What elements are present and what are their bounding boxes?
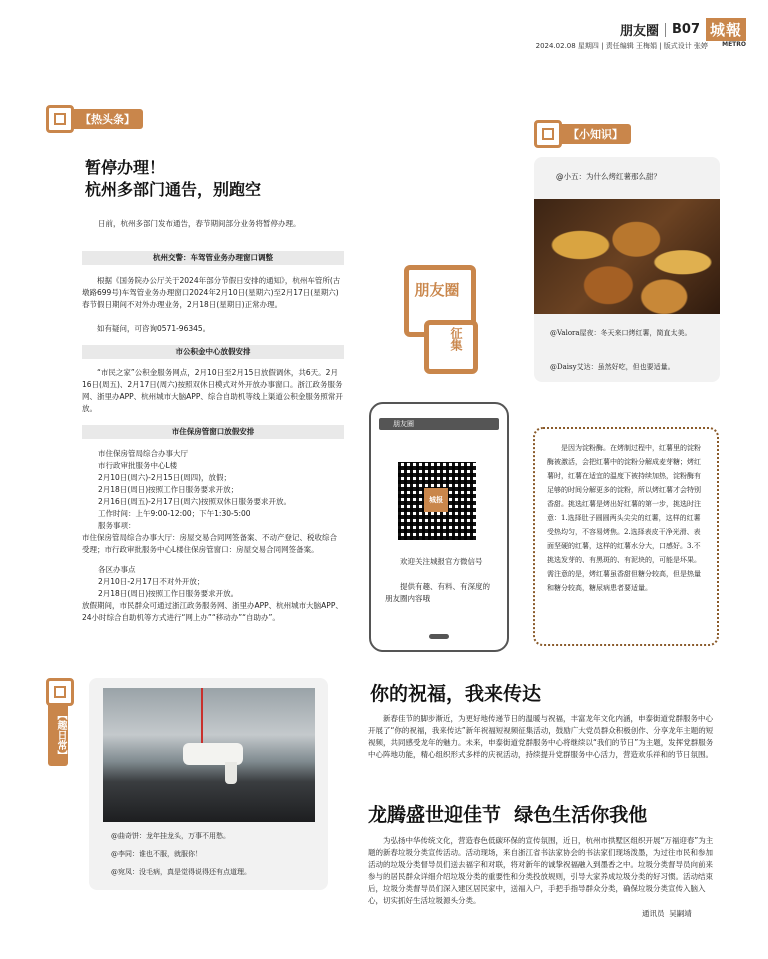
issue-meta: 2024.02.08 星期四 | 责任编辑 王梅娟 | 版式设计 张婷 [535, 42, 708, 50]
fun-comment-3: @宛凤：没毛病，真是觉得说得还有点道理。 [111, 868, 251, 876]
fun-tag [46, 678, 70, 788]
knowledge-tag [534, 120, 631, 148]
housing-line: 2月18日(周日)按照工作日服务要求开放； [98, 485, 239, 494]
housing-line: 工作时间：上午9:00-12:00；下午1:30-5:00 [98, 509, 251, 518]
blessing-headline: 你的祝福，我来传达 [370, 683, 542, 705]
housing-line: 放假期间，市民群众可通过浙江政务服务网、浙里办APP、杭州城市大脑APP、24小时综合自助机等方式进行“网上办”“移动办”“自助办”。 [82, 601, 343, 622]
section-title-traffic: 杭州交警：车驾管业务办理窗口调整 [82, 251, 344, 265]
pyq-logo-sub: 征集 [449, 327, 463, 351]
sweet-potato-photo [534, 199, 720, 314]
housing-line: 服务事项： [98, 521, 136, 530]
housing-line: 2月10日(周六)-2月15日(周四)，放假； [98, 473, 232, 482]
phone-app-bar [379, 418, 499, 430]
green-byline: 通讯员 吴嗣靖 [642, 909, 692, 918]
housing-line: 市住保房管局综合办事大厅：房屋交易合同网签备案、不动产登记、税收综合受理；市行政审批服务中心L楼住保房管窗口：房屋交易合同网签备案。 [82, 533, 337, 554]
green-body: 为弘扬中华传统文化，营造春色低碳环保的宣传氛围，近日，杭州市拱墅区组织开展“万福迎春”为主题的新春垃圾分类宣传活动。活动现场，来自浙江省书法家协会的书法家们现场泼墨，为过往市民和参加活动的垃圾分类督导员们送去福字和对联，将对新年的诚挚祝福融入到墨香之中。垃圾分类督导员向前来参与的居民群众详细介绍垃圾分类的重要性和分类投放规则，引导大家养成垃圾分类的好习惯。活动结束后，垃圾分类督导员们深入建区居民家中，送福入户，手把手指导群众分类，确保垃圾分类宣传入脑入心，切实抓好生活垃圾源头分类。 [368, 836, 714, 905]
housing-line: 市行政审批服务中心L楼 [98, 461, 178, 470]
traffic-paragraph: 根据《国务院办公厅关于2024年部分节假日安排的通知》，杭州车管所(古墩路699号)车驾管业务办理窗口2024年2月10日(星期六)至2月17日(星期六)春节假日期间不对外办理业务，2月18日(星期日)正常办理。 [82, 276, 341, 309]
knowledge-explain: 是因为淀粉酶。在烤制过程中，红薯里的淀粉酶被激活，会把红薯中的淀粉分解成麦芽糖；烤红薯时，红薯在适宜的温度下被持续加热，淀粉酶有足够的时间分解更多的淀粉，所以烤红薯才会特别香甜。挑选红薯是烤出好红薯的第一步，挑选时注意：1.选择肚子圆圆两头尖尖的红薯，这样的红薯受热均匀，不容易烤焦。2.选择表皮干净光滑、表面坚硬的红薯，这样的红薯水分大，口感好。3.不挑选发芽的、有黑斑的、有泥块的，可能是坏果。需注意的是，烤红薯虽香甜但糖分较高，但是热量和糖分较高，糖尿病患者要适量。 [547, 444, 701, 592]
fun-comment-2: @李同：谁也不服，就服你！ [111, 850, 202, 858]
fun-comment-1: @曲奇饼：龙年挂龙头，万事不用愁。 [111, 832, 230, 840]
housing-spacer [98, 556, 344, 564]
hot-tag [46, 105, 143, 133]
faucet-spout [225, 762, 237, 784]
housing-line: 市住保房管局综合办事大厅 [98, 449, 188, 458]
hot-tag-label: 【热头条】 [72, 109, 143, 129]
housing-list [82, 448, 344, 624]
newspaper-logo: 城報 [706, 18, 746, 41]
housing-line: 2月16日(周五)-2月17日(周六)按照双休日服务要求开放。 [98, 497, 292, 506]
fun-card [89, 678, 328, 890]
masthead [620, 18, 746, 41]
tag-frame-icon [46, 678, 74, 706]
section-name: 朋友圈 [619, 24, 659, 39]
knowledge-tag-label: 【小知识】 [560, 124, 631, 144]
hot-headline [85, 157, 261, 201]
page-number: B07 [671, 22, 700, 37]
blessing-body: 新春佳节的脚步渐近，为更好地传递节日的温暖与祝福，丰富龙年文化内涵，申泰街道党群服务中心开展了“你的祝福，我来传达”新年祝福短视频征集活动，鼓励广大党员群众积极创作、分享龙年主题的短视频，共同感受龙年的魅力。未来，申泰街道党群服务中心将继续以“我们的节日”为主题，发挥党群服务中心阵地功能，精心组织形式多样的庆祝活动，持续提升党群服务中心活力，营造欢乐祥和的节日氛围。 [368, 714, 714, 759]
section-title-housing: 市住保房管窗口放假安排 [82, 425, 344, 439]
hot-headline-line1: 暂停办理！ [85, 158, 166, 177]
phone-caption-2: 提供有趣、有料、有深度的朋友圈内容哦 [385, 582, 490, 603]
fun-tag-label: 【趣日常】 [48, 704, 68, 766]
knowledge-reply-1: @Valora屋夜：冬天来口烤红薯，简直太美。 [550, 329, 692, 337]
home-indicator [429, 634, 449, 639]
knowledge-question: @小五：为什么烤红薯那么甜？ [556, 172, 661, 181]
phone-app-title: 朋友圈 [393, 420, 414, 428]
housing-line: 2月10日-2月17日不对外开放； [98, 577, 205, 586]
fund-paragraph: “市民之家”公积金服务网点，2月10日至2月15日放假调休，共6天。2月16日(周五)、2月17日(周六)按照双休日模式对外开放办事窗口。浙江政务服务网、浙里办APP、杭州城市大脑APP、综合自助机等线上渠道公积金服务照常开放。 [82, 368, 343, 413]
tag-frame-icon [534, 120, 562, 148]
metro-label: METRO [722, 41, 746, 48]
divider [665, 23, 666, 37]
traffic-contact: 如有疑问，可咨询0571-96345。 [97, 324, 211, 333]
qr-center-logo: 城报 [424, 488, 448, 512]
hot-lead: 日前，杭州多部门发布通告，春节期间部分业务将暂停办理。 [98, 219, 301, 228]
phone-frame [369, 402, 509, 652]
housing-line: 2月18日(周日)按照工作日服务要求开放。 [98, 589, 239, 598]
knowledge-reply-2: @Daisy艾达：虽然好吃，但也要适量。 [550, 363, 675, 371]
hanging-string [201, 688, 203, 748]
pyq-logo-text: 朋友圈 [414, 281, 460, 299]
housing-line: 各区办事点 [98, 565, 136, 574]
green-headline: 龙腾盛世迎佳节 绿色生活你我他 [368, 804, 648, 826]
knowledge-card [534, 157, 720, 382]
knowledge-explain-box [533, 427, 719, 646]
phone-caption-1: 欢迎关注城报官方微信号 [400, 557, 483, 566]
hot-headline-line2: 杭州多部门通告，别跑空 [85, 180, 262, 199]
section-title-fund: 市公积金中心放假安排 [82, 345, 344, 359]
car-ornament-photo [103, 688, 315, 822]
pyq-logo [404, 265, 474, 375]
tag-frame-icon [46, 105, 74, 133]
